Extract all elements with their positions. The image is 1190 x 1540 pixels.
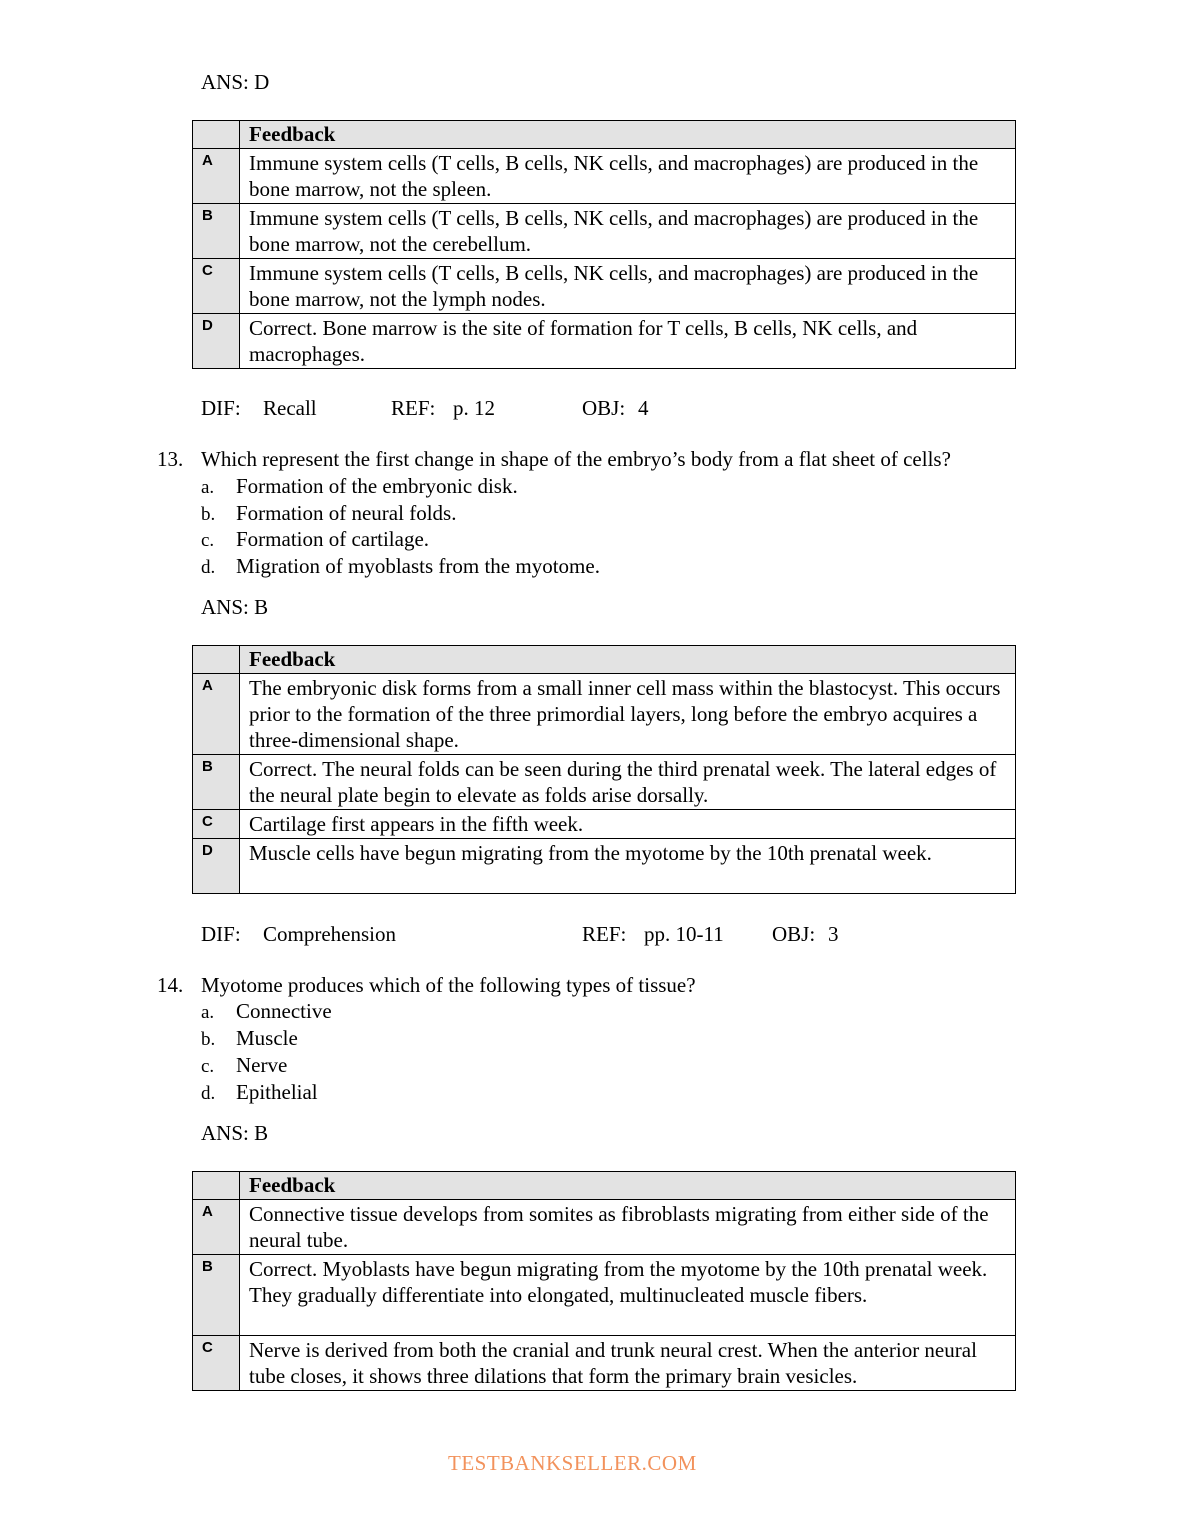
feedback-table — [192, 120, 1016, 369]
table-row: D Muscle cells have begun migrating from the myotome by the 10th prenatal week. — [193, 839, 1016, 894]
watermark: TESTBANKSELLER.COM — [448, 1451, 697, 1475]
table-row: D Correct. Bone marrow is the site of formation for T cells, B cells, NK cells, and macrophages. — [193, 314, 1016, 369]
question-stem: Myotome produces which of the following types of tissue? — [201, 973, 696, 997]
feedback-table — [192, 1171, 1016, 1391]
option: c. Formation of cartilage. — [201, 527, 430, 551]
feedback-header: Feedback — [240, 1172, 1016, 1200]
option: d. Migration of myoblasts from the myotome. — [201, 554, 600, 578]
question-stem: Which represent the first change in shape of the embryo’s body from a flat sheet of cells? — [201, 447, 951, 471]
table-row: C Cartilage first appears in the fifth week. — [193, 810, 1016, 839]
option: b. Muscle — [201, 1026, 298, 1050]
answer-key: ANS: D — [201, 70, 270, 94]
table-row: B Correct. Myoblasts have begun migrating from the myotome by the 10th prenatal week. They gradually differentiate into elongated, multinucleated muscle fibers. — [193, 1255, 1016, 1336]
option: d. Epithelial — [201, 1080, 318, 1104]
answer-key: ANS: B — [201, 1121, 269, 1145]
feedback-header: Feedback — [240, 646, 1016, 674]
table-row: C Immune system cells (T cells, B cells, NK cells, and macrophages) are produced in the bone marrow, not the lymph nodes. — [193, 259, 1016, 314]
feedback-table — [192, 645, 1016, 894]
option: b. Formation of neural folds. — [201, 501, 457, 525]
table-row: B Immune system cells (T cells, B cells, NK cells, and macrophages) are produced in the bone marrow, not the cerebellum. — [193, 204, 1016, 259]
option: c. Nerve — [201, 1053, 288, 1077]
table-row: A Connective tissue develops from somites as fibroblasts migrating from either side of the neural tube. — [193, 1200, 1016, 1255]
table-row: C Nerve is derived from both the cranial and trunk neural crest. When the anterior neural tube closes, it shows three dilations that form the primary brain vesicles. — [193, 1336, 1016, 1391]
document-page: ANS: D Feedback A Immune system cells (T cells, B cells, NK cells, and macrophages) are produced in the bone marrow, not the spleen. B Immune system cells (T cells, B cells, NK cells, and macrophages) are produced in the bone marrow, not the cerebellum. C Immune system cells (T cells, B cells, NK cells, and macrophages) are produced in the bone marrow, not the lymph nodes. D Correct. Bone marrow is the site of formation for T cells, B cells, NK cells, and macrophages. DIF: Recall REF: p. 12 OBJ: 4 13. Which represent the first change in shape of the embryo’s body from a flat sheet of cells? a. Formation of the embryonic disk. b. Formation of neural folds. c. Formation of cartilage. d. Migration of myoblasts from the myotome. ANS: B Feedback A The embryonic disk forms from a small inner cell mass within the blastocyst. This occurs prior to the formation of the three primordial layers, long before the embryo acquires a three-dimensional shape. B Correct. The neural folds can be seen during the third prenatal week. The lateral edges of the neural plate begin to elevate as folds arise dorsally. C Cartilage first appears in the fifth week. D Muscle cells have begun migrating from the myotome by the 10th prenatal week. DIF: Comprehension REF: pp. 10-11 OBJ: 3 14. Myotome produces which of the following types of tissue? a. Connective b. Muscle c. Nerve d. Epithelial ANS: B Feedback A Connective tissue develops from somites as fibroblasts migrating from either side of the neural tube. B Correct. Myoblasts have begun migrating from the myotome by the 10th prenatal week. They gradually differentiate into elongated, multinucleated muscle fibers. C Nerve is derived from both the cranial and trunk neural crest. When the anterior neural tube closes, it shows three dilations that form the primary brain vesicles. TESTBANKSELLER.COM — [0, 0, 1190, 1540]
answer-key: ANS: B — [201, 595, 269, 619]
option: a. Formation of the embryonic disk. — [201, 474, 518, 498]
table-row: B Correct. The neural folds can be seen during the third prenatal week. The lateral edges of the neural plate begin to elevate as folds arise dorsally. — [193, 755, 1016, 810]
feedback-header: Feedback — [240, 121, 1016, 149]
table-row: A Immune system cells (T cells, B cells, NK cells, and macrophages) are produced in the bone marrow, not the spleen. — [193, 149, 1016, 204]
option: a. Connective — [201, 999, 332, 1023]
table-row: A The embryonic disk forms from a small inner cell mass within the blastocyst. This occurs prior to the formation of the three primordial layers, long before the embryo acquires a three-dimensional shape. — [193, 674, 1016, 755]
